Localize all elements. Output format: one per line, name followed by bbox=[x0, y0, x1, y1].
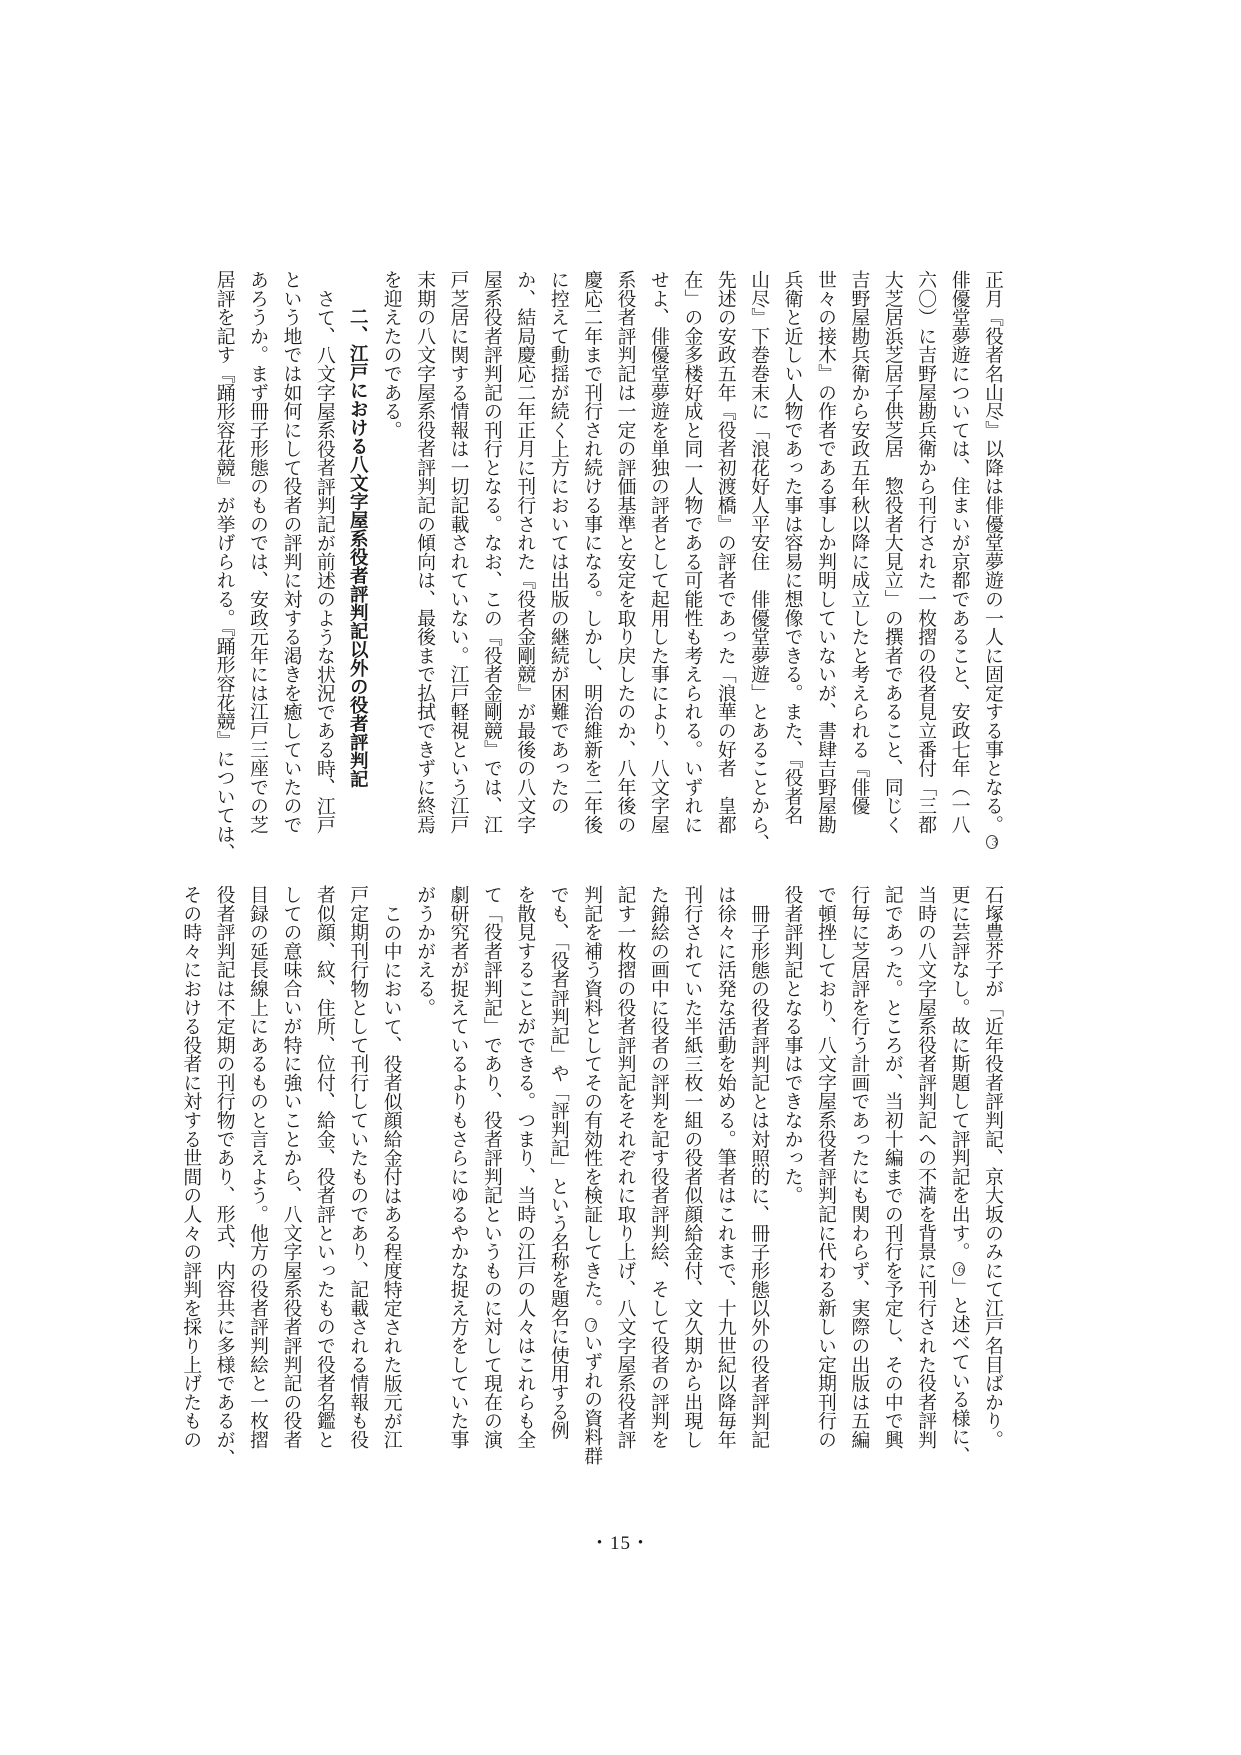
text-column: 居評を記す『踊形容花競』が挙げられる。『踊形容花競』については、 bbox=[213, 270, 235, 862]
text-column: という地では如何にして役者の評判に対する渇きを癒していたので bbox=[280, 270, 302, 834]
text-column: 目録の延長線上にあるものと言えよう。他方の役者評判絵と一枚摺 bbox=[247, 885, 269, 1449]
section-heading: 二、江戸における八文字屋系役者評判記以外の役者評判記 bbox=[347, 307, 369, 788]
column-text-continued: 」と述べている様に、 bbox=[948, 1276, 970, 1465]
text-column: 末期の八文字屋系役者評判記の傾向は、最後まで払拭できずに終焉 bbox=[414, 270, 436, 834]
text-column: を迎えたのである。 bbox=[380, 270, 402, 440]
text-column: て「役者評判記」であり、役者評判記というものに対して現在の演 bbox=[480, 885, 502, 1449]
text-column: 慶応二年まで刊行され続ける事になる。しかし、明治維新を二年後 bbox=[581, 270, 603, 834]
text-column: 山尽』下巻巻末に「浪花好人平安住 俳優堂夢遊」とあることから、 bbox=[748, 270, 770, 853]
text-column: がうかがえる。 bbox=[414, 885, 436, 1017]
text-column: あろうか。まず冊子形態のものでは、安政元年には江戸三座での芝 bbox=[247, 270, 269, 834]
text-column: 大芝居浜芝居子供芝居 惣役者大見立」の撰者であること、同じく bbox=[881, 270, 903, 834]
text-column: 世々の接木』の作者である事しか判明していないが、書肆吉野屋勘 bbox=[814, 270, 836, 834]
text-column: 吉野屋勘兵衛から安政五年秋以降に成立したと考えられる『俳優 bbox=[848, 270, 870, 815]
text-column bbox=[976, 270, 1009, 847]
text-column: さて、八文字屋系役者評判記が前述のような状況である時、江戸 bbox=[313, 288, 335, 834]
text-column: 記す一枚摺の役者評判記をそれぞれに取り上げ、八文字屋系役者評 bbox=[614, 885, 636, 1449]
text-column: 在」の金多楼好成と同一人物である可能性も考えられる。いずれに bbox=[681, 270, 703, 834]
text-column: しての意味合いが特に強いことから、八文字屋系役者評判記の役者 bbox=[280, 885, 302, 1449]
text-column: 冊子形態の役者評判記とは対照的に、冊子形態以外の役者評判記 bbox=[748, 903, 770, 1449]
text-column: せよ、俳優堂夢遊を単独の評者として起用した事により、八文字屋 bbox=[647, 270, 669, 834]
text-column: 戸芝居に関する情報は一切記載されていない。江戸軽視という江戸 bbox=[447, 270, 469, 834]
text-column: 屋系役者評判記の刊行となる。なお、この『役者金剛競』では、江 bbox=[480, 270, 502, 834]
column-text: 判記を補う資料としてその有効性を検証してきた。 bbox=[581, 885, 603, 1318]
lower-text-block bbox=[174, 885, 1009, 1468]
text-column: 系役者評判記は一定の評価基準と安定を取り戻したのか、八年後の bbox=[614, 270, 636, 834]
page-number: ・15・ bbox=[589, 1533, 651, 1554]
text-column: 役者評判記となる事はできなかった。 bbox=[781, 885, 803, 1205]
text-column: は徐々に活発な活動を始める。筆者はこれまで、十九世紀以降毎年 bbox=[714, 885, 736, 1449]
text-column: その時々における役者に対する世間の人々の評判を採り上げたもの bbox=[180, 885, 202, 1449]
text-column: 戸定期刊行物として刊行していたものであり、記載される情報も役 bbox=[347, 885, 369, 1449]
text-column: でも、「役者評判記」や「評判記」という名称を題名に使用する例 bbox=[547, 885, 569, 1440]
text-column: 六〇）に吉野屋勘兵衛から刊行された一枚摺の役者見立番付「三都 bbox=[915, 270, 937, 834]
column-text-continued: いずれの資料群 bbox=[581, 1333, 603, 1465]
text-column: を散見することができる。つまり、当時の江戸の人々はこれらも全 bbox=[514, 885, 536, 1449]
upper-text-block bbox=[207, 270, 1009, 862]
column-text: 正月『役者名山尽』以降は俳優堂夢遊の一人に固定する事となる。 bbox=[982, 270, 1003, 834]
text-column: 石塚豊芥子が「近年役者評判記、京大坂のみにて江戸名目ばかり。 bbox=[982, 885, 1003, 1449]
text-column: 記であった。ところが、当初十編までの刊行を予定し、その中で興 bbox=[881, 885, 903, 1449]
text-column: 先述の安政五年『役者初渡橋』の評者であった「浪華の好者 皇都 bbox=[714, 270, 736, 834]
text-column: この中において、役者似顔給金付はある程度特定された版元が江 bbox=[380, 903, 402, 1449]
text-column: 刊行されていた半紙三枚一組の役者似顔給金付、文久期から出現し bbox=[681, 885, 703, 1449]
text-column bbox=[575, 885, 608, 1465]
text-column: 劇研究者が捉えているよりもさらにゆるやかな捉え方をしていた事 bbox=[447, 885, 469, 1449]
text-column bbox=[942, 885, 975, 1465]
text-column: た錦絵の画中に役者の評判を記す役者評判絵、そして役者の評判を bbox=[647, 885, 669, 1449]
text-column: 当時の八文字屋系役者評判記への不満を背景に刊行された役者評判 bbox=[915, 885, 937, 1449]
text-column: 行毎に芝居評を行う計画であったにも関わらず、実際の出版は五編 bbox=[848, 885, 870, 1449]
column-text: 更に芸評なし。故に斯題して評判記を出す。 bbox=[948, 885, 970, 1261]
text-column: 兵衛と近しい人物であった事は容易に想像できる。また、『役者名 bbox=[781, 270, 803, 825]
text-column: 役者評判記は不定期の刊行物であり、形式、内容共に多様であるが、 bbox=[213, 885, 235, 1468]
footnote-marker: ７ bbox=[586, 1320, 598, 1331]
footnote-marker: ６ bbox=[953, 1263, 965, 1274]
text-column: か、結局慶応二年正月に刊行された『役者金剛競』が最後の八文字 bbox=[514, 270, 536, 834]
text-column: で頓挫しており、八文字屋系役者評判記に代わる新しい定期刊行の bbox=[814, 885, 836, 1449]
footnote-marker: ３ bbox=[987, 836, 998, 847]
text-column: 俳優堂夢遊については、住まいが京都であること、安政七年（一八 bbox=[948, 270, 970, 834]
text-column: に控えて動揺が続く上方においては出版の継続が困難であったの bbox=[547, 270, 569, 815]
text-column: 者似顔、紋、住所、位付、給金、役者評といったもので役者名鑑と bbox=[313, 885, 335, 1449]
